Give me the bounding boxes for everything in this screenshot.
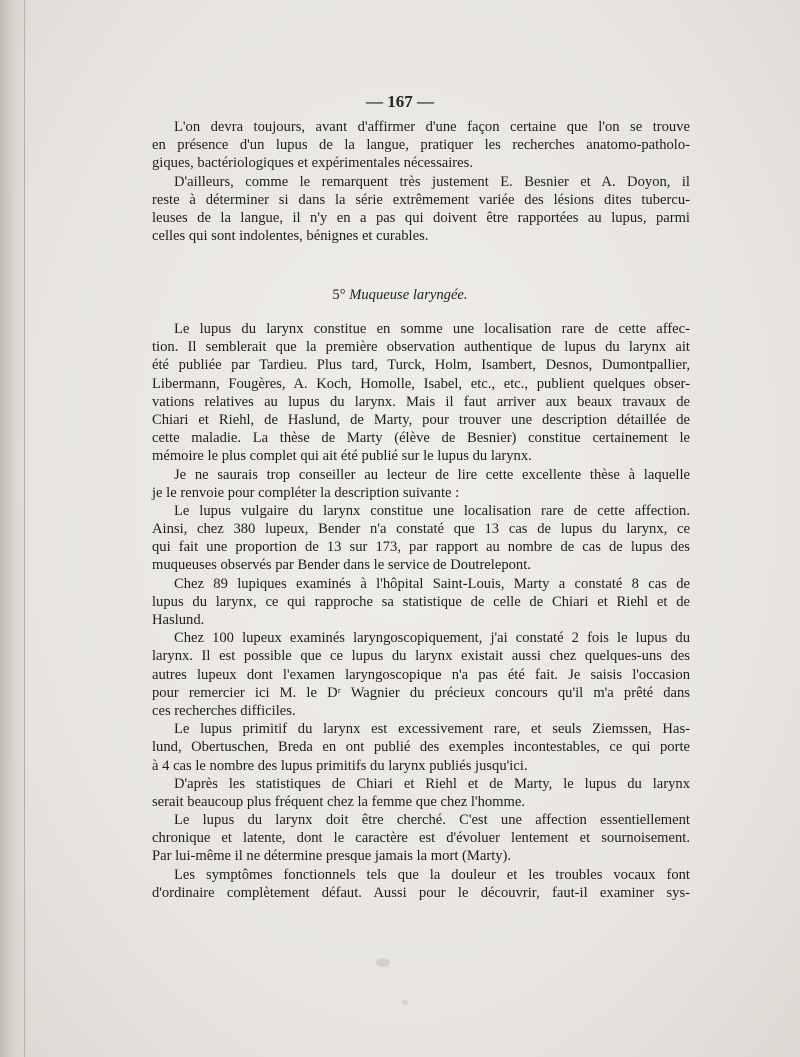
binding-shadow: [0, 0, 30, 1057]
text-line: D'ailleurs, comme le remarquent très justement E. Besnier et A. Doyon, il: [174, 173, 690, 190]
text-line: lupus du larynx, ce qui rapproche sa statistique de celle de Chiari et Riehl et de: [152, 593, 690, 610]
text-line: chronique et latente, dont le caractère est d'évoluer lentement et sournoisement.: [152, 830, 690, 847]
text-line: Le lupus vulgaire du larynx constitue une localisation rare de cette affection.: [174, 502, 690, 519]
text-line: autres lupeux dont l'examen laryngoscopique n'a pas été fait. Je saisis l'occasion: [152, 666, 690, 683]
text-line: Le lupus du larynx constitue en somme une localisation rare de cette affec-: [174, 321, 690, 337]
text-line: reste à déterminer si dans la série extrêmement variée des lésions dites tubercu-: [152, 191, 690, 208]
ink-smudge: [376, 958, 390, 967]
text-line: d'ordinaire complètement défaut. Aussi pour le découvrir, faut-il examiner sys-: [152, 884, 690, 901]
text-line: Libermann, Fougères, A. Koch, Homolle, Isabel, etc., etc., publient quelques obser-: [152, 375, 690, 392]
text-line: D'après les statistiques de Chiari et Riehl et de Marty, le lupus du larynx: [174, 775, 690, 792]
text-line: qui fait une proportion de 13 sur 173, par rapport au nombre de cas de lupus des: [152, 539, 690, 556]
paragraphs-tongue-lupus: [152, 118, 690, 245]
text-line: en présence d'un lupus de la langue, pratiquer les recherches anatomo-patholo-: [152, 137, 690, 154]
text-line: Le lupus primitif du larynx est excessivement rare, et seuls Ziemssen, Has-: [174, 721, 690, 738]
text-line: giques, bactériologiques et expérimentales nécessaires.: [152, 155, 473, 172]
page-edge-line: [24, 0, 25, 1057]
text-line: Haslund.: [152, 612, 205, 628]
text-line: je le renvoie pour compléter la description suivante :: [152, 484, 460, 501]
section-heading: [0, 287, 800, 304]
text-line: Chez 100 lupeux examinés laryngoscopiquement, j'ai constaté 2 fois le lupus du: [174, 630, 690, 647]
text-line: serait beaucoup plus fréquent chez la femme que chez l'homme.: [152, 793, 525, 810]
text-line: cette maladie. La thèse de Marty (élève de Besnier) constitue certainement le: [152, 430, 690, 447]
text-line: Chez 89 lupiques examinés à l'hôpital Saint-Louis, Marty a constaté 8 cas de: [174, 575, 690, 592]
text-line: larynx. Il est possible que ce lupus du larynx existait aussi chez quelques-uns des: [152, 648, 690, 665]
text-line: été publiée par Tardieu. Plus tard, Turck, Holm, Isambert, Desnos, Dumontpallier,: [152, 357, 690, 374]
text-line: leuses de la langue, il n'y en a pas qui doivent être rapportées au lupus, parmi: [152, 209, 690, 226]
ink-smudge: [402, 1000, 408, 1005]
page-number: — 167 —: [366, 92, 434, 111]
section-number: 5°: [332, 287, 346, 303]
text-line: L'on devra toujours, avant d'affirmer d'une façon certaine que l'on se trouve: [174, 119, 690, 135]
text-line: Je ne saurais trop conseiller au lecteur de lire cette excellente thèse à laquelle: [174, 466, 690, 483]
text-line: ces recherches difficiles.: [152, 702, 296, 719]
text-line: Ainsi, chez 380 lupeux, Bender n'a constaté que 13 cas de lupus du larynx, ce: [152, 521, 690, 538]
text-line: muqueuses observés par Bender dans le service de Doutrelepont.: [152, 557, 531, 574]
text-line: vations relatives au lupus du larynx. Mais il faut arriver aux beaux travaux de: [152, 393, 690, 410]
text-line: lund, Obertuschen, Breda en ont publié des exemples incontestables, ce qui porte: [152, 739, 690, 756]
text-line: Les symptômes fonctionnels tels que la douleur et les troubles vocaux font: [174, 866, 690, 883]
text-line: Le lupus du larynx doit être cherché. C'est une affection essentiellement: [174, 812, 690, 829]
text-line: tion. Il semblerait que la première observation authentique de lupus du larynx ait: [152, 339, 690, 356]
text-line: pour remercier ici M. le Dʳ Wagnier du précieux concours qu'il m'a prêté dans: [152, 684, 690, 701]
text-line: Par lui-même il ne détermine presque jamais la mort (Marty).: [152, 848, 512, 865]
text-line: à 4 cas le nombre des lupus primitifs du larynx publiés jusqu'ici.: [152, 757, 528, 774]
paragraphs-larynx-lupus: [152, 320, 690, 902]
section-title: Muqueuse laryngée.: [349, 287, 468, 303]
text-line: celles qui sont indolentes, bénignes et curables.: [152, 228, 429, 245]
text-line: Chiari et Riehl, de Haslund, de Marty, pour trouver une description détaillée de: [152, 411, 690, 428]
text-line: mémoire le plus complet qui ait été publié sur le lupus du larynx.: [152, 448, 532, 465]
